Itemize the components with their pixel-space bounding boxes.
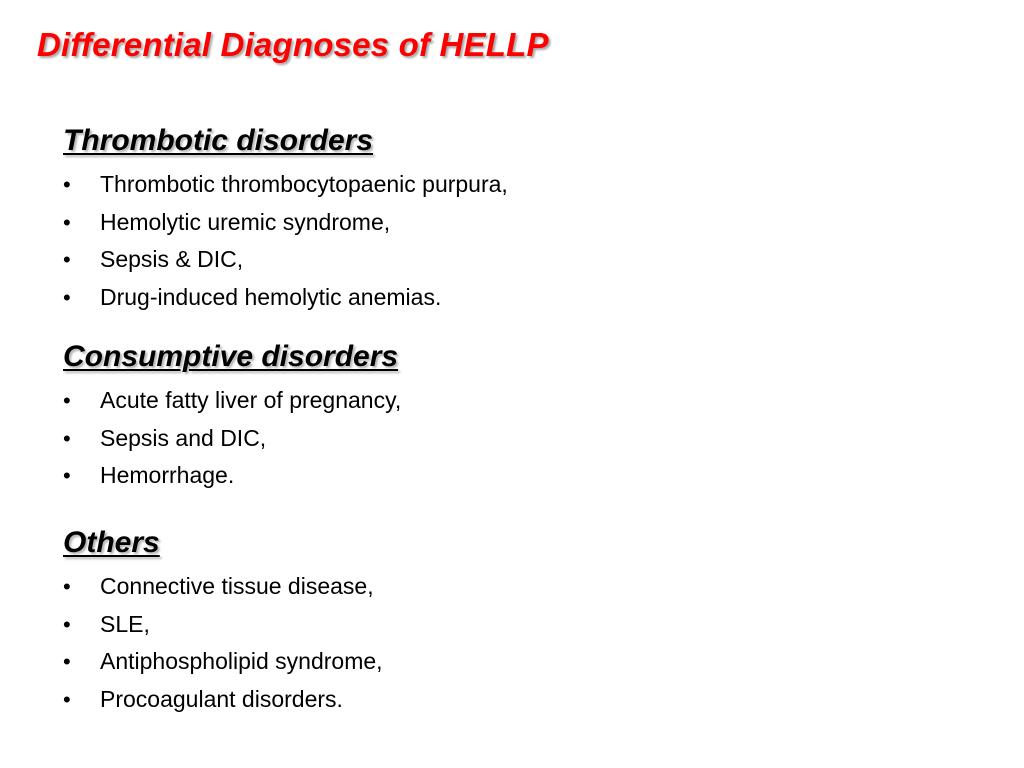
list-item-text: Sepsis & DIC, bbox=[100, 246, 244, 272]
bullet-icon: • bbox=[63, 574, 71, 599]
list-item-text: Hemolytic uremic syndrome, bbox=[100, 208, 391, 235]
bullet-list bbox=[63, 382, 401, 495]
bullet-icon: • bbox=[63, 649, 71, 674]
list-item bbox=[63, 279, 508, 317]
section-heading: Thrombotic disorders bbox=[63, 124, 374, 157]
list-item bbox=[63, 681, 383, 719]
bullet-icon: • bbox=[63, 611, 71, 637]
list-item bbox=[63, 457, 401, 495]
list-item-text: Antiphospholipid syndrome, bbox=[100, 648, 383, 674]
list-item bbox=[63, 420, 401, 458]
bullet-icon: • bbox=[63, 284, 71, 310]
bullet-icon: • bbox=[63, 172, 71, 197]
section-heading: Others bbox=[63, 526, 160, 559]
list-item-text: Sepsis and DIC, bbox=[100, 424, 267, 451]
list-item bbox=[63, 606, 383, 644]
list-item bbox=[63, 643, 383, 681]
list-item-text: Drug-induced hemolytic anemias. bbox=[100, 283, 442, 310]
slide-title: Differential Diagnoses of HELLP bbox=[37, 26, 549, 63]
list-item-text: SLE, bbox=[100, 610, 150, 637]
list-item bbox=[63, 166, 508, 204]
section-consumptive-disorders bbox=[63, 340, 401, 495]
section-others bbox=[63, 526, 383, 718]
list-item bbox=[63, 568, 383, 606]
list-item bbox=[63, 382, 401, 420]
list-item-text: Acute fatty liver of pregnancy, bbox=[100, 387, 402, 413]
list-item-text: Hemorrhage. bbox=[100, 462, 235, 488]
list-item bbox=[63, 241, 508, 279]
section-thrombotic-disorders bbox=[63, 124, 508, 316]
bullet-icon: • bbox=[63, 463, 71, 488]
bullet-icon: • bbox=[63, 247, 71, 272]
list-item-text: Connective tissue disease, bbox=[100, 573, 374, 599]
bullet-icon: • bbox=[63, 686, 71, 712]
list-item bbox=[63, 204, 508, 242]
bullet-icon: • bbox=[63, 425, 71, 451]
list-item-text: Thrombotic thrombocytopaenic purpura, bbox=[100, 171, 508, 197]
bullet-icon: • bbox=[63, 388, 71, 413]
list-item-text: Procoagulant disorders. bbox=[100, 685, 343, 712]
section-heading: Consumptive disorders bbox=[63, 340, 399, 373]
bullet-list bbox=[63, 568, 383, 718]
bullet-icon: • bbox=[63, 209, 71, 235]
bullet-list bbox=[63, 166, 508, 316]
